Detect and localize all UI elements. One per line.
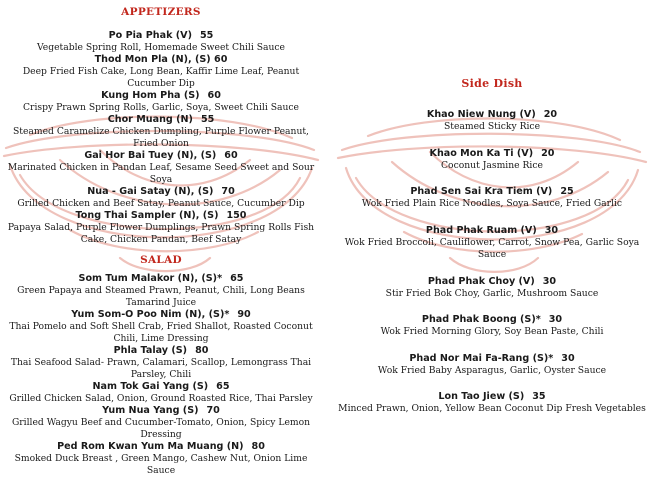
item-description: Deep Fried Fish Cake, Long Bean, Kaffir Lime Leaf, Peanut Cucumber Dip: [22, 66, 300, 89]
item-price: 25: [560, 186, 574, 197]
item-price: 60: [224, 150, 238, 161]
item-description: Green Papaya and Steamed Prawn, Peanut, Chili, Long Beans Tamarind Juice: [17, 285, 305, 308]
item-price: 30: [548, 314, 563, 325]
item-description: Vegetable Spring Roll, Homemade Sweet Chili Sauce: [36, 42, 285, 53]
item-name-line: [334, 313, 650, 326]
item-name-line: [0, 150, 322, 162]
item-description: Wok Fried Morning Glory, Soy Bean Paste, Chili: [380, 326, 604, 337]
item-name: Nam Tok Gai Yang (S): [92, 381, 209, 392]
item-name-line: [334, 108, 650, 121]
item-price: 70: [206, 405, 220, 416]
item-description: Smoked Duck Breast , Green Mango, Cashew Nut, Onion Lime Sauce: [14, 453, 308, 476]
item-name-line: [0, 186, 322, 198]
item-name: Ped Rom Kwan Yum Ma Muang (N): [57, 441, 244, 452]
menu-item: [334, 313, 650, 339]
item-description: Steamed Sticky Rice: [443, 121, 541, 132]
item-name-line: [0, 54, 322, 66]
item-name: Lon Tao Jiew (S): [438, 391, 525, 402]
menu-item: [334, 185, 650, 211]
menu-item: [0, 90, 322, 114]
item-price: 55: [200, 114, 215, 125]
item-name: Yum Nua Yang (S): [102, 405, 199, 416]
menu-item: [0, 210, 322, 246]
item-description: Wok Fried Baby Asparagus, Garlic, Oyster Sauce: [377, 364, 607, 376]
item-description: Thai Seafood Salad- Prawn, Calamari, Scallop, Lemongrass Thai Parsley, Chili: [10, 357, 312, 380]
item-description: Coconut Jasmine Rice: [441, 159, 543, 171]
item-price: 65: [216, 381, 230, 392]
item-price: 20: [541, 147, 555, 159]
item-name-line: [0, 345, 322, 357]
item-price: 70: [221, 186, 235, 197]
side-dish-heading: Side Dish: [461, 77, 523, 90]
item-name: Phad Phak Boong (S)*: [421, 314, 541, 325]
item-name: Chor Muang (N): [107, 114, 193, 125]
item-price: 30: [561, 352, 575, 364]
item-name-line: [0, 405, 322, 417]
item-name: Phad Sen Sai Kra Tiem (V): [410, 186, 553, 197]
item-name: Khao Niew Nung (V): [426, 109, 536, 120]
menu-item: [0, 309, 322, 345]
item-description: Crispy Prawn Spring Rolls, Garlic, Soya, Sweet Chili Sauce: [23, 102, 299, 113]
item-name-line: [334, 185, 650, 198]
menu-item: [0, 114, 322, 150]
item-name-line: [0, 30, 322, 42]
menu-item: [0, 273, 322, 309]
item-name: Phad Phak Choy (V): [427, 275, 535, 287]
item-price: 35: [532, 391, 546, 402]
menu-item: [0, 54, 322, 90]
item-name-line: [334, 224, 650, 237]
item-name: Kung Hom Pha (S): [101, 90, 200, 101]
menu-item: [334, 352, 650, 378]
item-price: 20: [543, 109, 558, 120]
item-description: Marinated Chicken in Pandan Leaf, Sesame Seed Sweet and Sour Soya: [7, 162, 315, 185]
item-description: Wok Fried Broccoli, Cauliflower, Carrot, Snow Pea, Garlic Soya Sauce: [344, 236, 640, 260]
item-name-line: [0, 210, 322, 222]
menu-item: [0, 186, 322, 210]
item-name-line: [0, 273, 322, 285]
item-name: Phad Nor Mai Fa-Rang (S)*: [409, 352, 554, 364]
item-description: Stir Fried Bok Choy, Garlic, Mushroom Sauce: [385, 287, 599, 299]
item-description: Steamed Caramelize Chicken Dumpling, Purple Flower Peanut, Fried Onion: [13, 126, 309, 149]
item-name-line: [334, 352, 650, 365]
item-price: 30: [544, 224, 559, 236]
menu-item: [334, 390, 650, 416]
side-dish-list: [334, 108, 650, 416]
item-name: Po Pia Phak (V): [108, 30, 192, 41]
right-column: [334, 77, 650, 429]
item-price: 55: [200, 30, 214, 41]
item-name: Thod Mon Pla (N), (S) 60: [94, 54, 228, 65]
item-price: 90: [237, 309, 251, 320]
item-name: Khao Mon Ka Ti (V): [429, 147, 534, 159]
menu-item: [0, 441, 322, 477]
item-description: Papaya Salad, Purple Flower Dumplings, Prawn Spring Rolls Fish Cake, Chicken Pandan, Beef Satay: [7, 222, 315, 245]
item-name-line: [0, 309, 322, 321]
item-name-line: [334, 390, 650, 403]
item-name-line: [334, 275, 650, 288]
menu-item: [334, 108, 650, 134]
menu-item: [0, 405, 322, 441]
item-description: Grilled Chicken Salad, Onion, Ground Roasted Rice, Thai Parsley: [9, 393, 313, 404]
left-column: [0, 5, 322, 477]
appetizers-list: [0, 30, 322, 246]
item-name: Som Tum Malakor (N), (S)*: [78, 273, 223, 284]
item-name-line: [0, 381, 322, 393]
salad-list: [0, 273, 322, 477]
item-price: 65: [230, 273, 244, 284]
item-price: 150: [226, 210, 247, 221]
item-name: Nua - Gai Satay (N), (S): [87, 186, 214, 197]
item-name-line: [334, 147, 650, 160]
item-name: Gai Hor Bai Tuey (N), (S): [84, 150, 217, 161]
item-description: Grilled Chicken and Beef Satay, Peanut Sauce, Cucumber Dip: [17, 198, 305, 209]
item-name: Tong Thai Sampler (N), (S): [75, 210, 219, 221]
item-name: Phla Talay (S): [113, 345, 188, 356]
menu-item: [0, 381, 322, 405]
menu-item: [0, 345, 322, 381]
item-price: 80: [195, 345, 209, 356]
item-price: 30: [542, 275, 557, 287]
item-description: Wok Fried Plain Rice Noodles, Soya Sauce, Fried Garlic: [361, 198, 623, 209]
menu-item: [334, 147, 650, 173]
appetizers-heading: APPETIZERS: [121, 6, 201, 18]
item-description: Grilled Wagyu Beef and Cucumber-Tomato, Onion, Spicy Lemon Dressing: [11, 417, 311, 440]
item-name: Yum Som-O Poo Nim (N), (S)*: [71, 309, 230, 320]
item-name-line: [0, 441, 322, 453]
menu-item: [334, 224, 650, 262]
salad-heading: SALAD: [140, 254, 182, 266]
item-price: 80: [251, 441, 265, 452]
menu-item: [334, 275, 650, 301]
item-name: Phad Phak Ruam (V): [425, 224, 537, 236]
item-description: Thai Pomelo and Soft Shell Crab, Fried Shallot, Roasted Coconut Chili, Lime Dressing: [9, 321, 313, 344]
item-name-line: [0, 90, 322, 102]
item-price: 60: [207, 90, 221, 101]
item-description: Minced Prawn, Onion, Yellow Bean Coconut Dip Fresh Vegetables: [338, 403, 646, 414]
menu-item: [0, 150, 322, 186]
item-name-line: [0, 114, 322, 126]
menu-item: [0, 30, 322, 54]
